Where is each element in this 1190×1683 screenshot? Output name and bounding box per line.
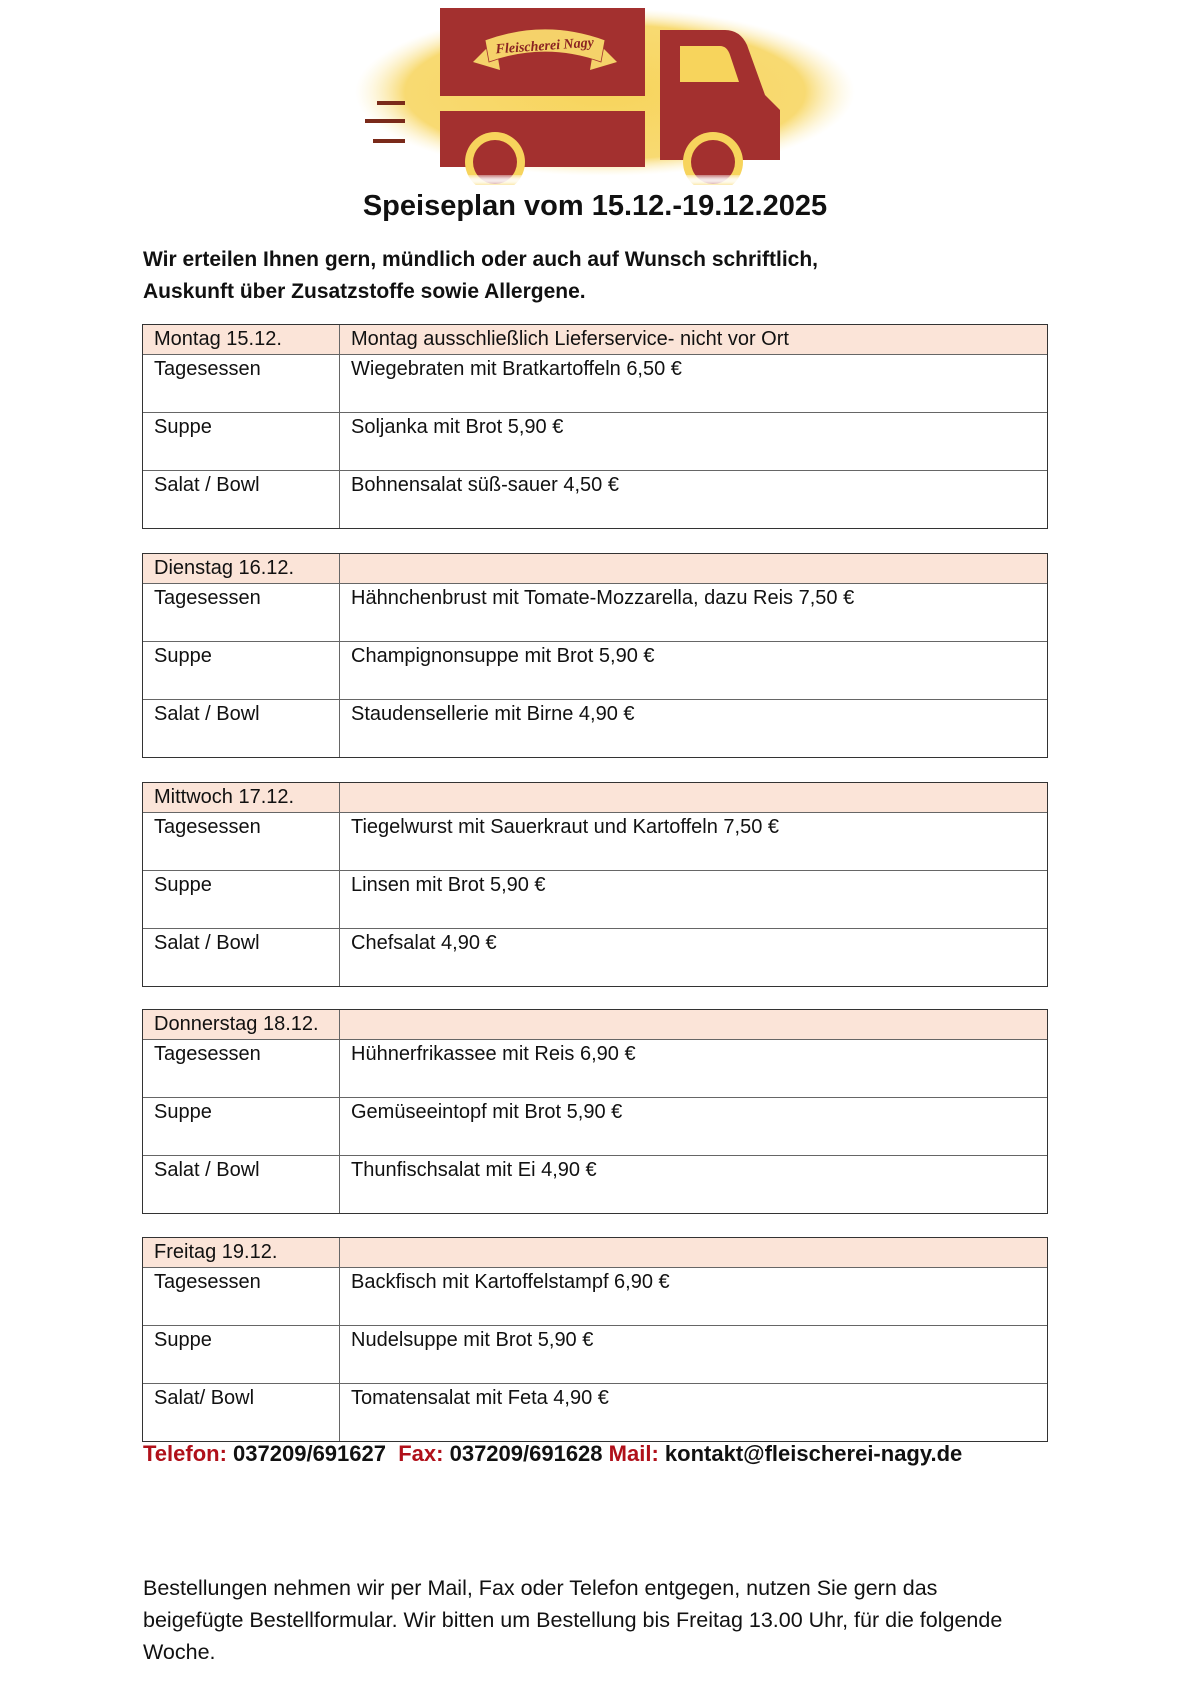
day-label: Dienstag 16.12. bbox=[154, 557, 295, 579]
menu-category: Tagesessen bbox=[154, 587, 261, 609]
menu-dish: Staudensellerie mit Birne 4,90 € bbox=[351, 703, 635, 725]
menu-row bbox=[143, 928, 1047, 986]
menu-category: Suppe bbox=[154, 874, 212, 896]
day-table-thursday bbox=[142, 1009, 1048, 1214]
phone-number: 037209/691627 bbox=[233, 1441, 386, 1466]
day-header-row bbox=[143, 325, 1047, 354]
menu-category: Salat / Bowl bbox=[154, 932, 260, 954]
menu-category: Tagesessen bbox=[154, 816, 261, 838]
menu-category: Salat / Bowl bbox=[154, 1159, 260, 1181]
order-note-line-3: Woche. bbox=[143, 1640, 216, 1664]
day-table-tuesday bbox=[142, 553, 1048, 758]
menu-row bbox=[143, 1325, 1047, 1383]
menu-category: Suppe bbox=[154, 645, 212, 667]
allergen-info-line-1: Wir erteilen Ihnen gern, mündlich oder auch auf Wunsch schriftlich, bbox=[143, 248, 819, 271]
menu-dish: Soljanka mit Brot 5,90 € bbox=[351, 416, 564, 438]
menu-dish: Linsen mit Brot 5,90 € bbox=[351, 874, 546, 896]
menu-row bbox=[143, 812, 1047, 870]
day-label: Mittwoch 17.12. bbox=[154, 786, 295, 808]
menu-dish: Chefsalat 4,90 € bbox=[351, 932, 497, 954]
order-note-line-2: beigefügte Bestellformular. Wir bitten um Bestellung bis Freitag 13.00 Uhr, für die folgende bbox=[143, 1608, 1003, 1632]
day-note: Montag ausschließlich Lieferservice- nicht vor Ort bbox=[351, 328, 789, 350]
menu-dish: Champignonsuppe mit Brot 5,90 € bbox=[351, 645, 655, 667]
menu-row bbox=[143, 1155, 1047, 1213]
menu-dish: Gemüseeintopf mit Brot 5,90 € bbox=[351, 1101, 623, 1123]
day-label: Freitag 19.12. bbox=[154, 1241, 278, 1263]
day-header-row bbox=[143, 783, 1047, 812]
menu-dish: Bohnensalat süß-sauer 4,50 € bbox=[351, 474, 619, 496]
menu-category: Suppe bbox=[154, 416, 212, 438]
menu-row bbox=[143, 354, 1047, 412]
menu-category: Salat / Bowl bbox=[154, 474, 260, 496]
menu-row bbox=[143, 1267, 1047, 1325]
menu-category: Suppe bbox=[154, 1329, 212, 1351]
menu-row bbox=[143, 1097, 1047, 1155]
mail-address[interactable]: kontakt@fleischerei-nagy.de bbox=[664, 1441, 963, 1466]
menu-row bbox=[143, 1039, 1047, 1097]
day-header-row bbox=[143, 1238, 1047, 1267]
day-header-row bbox=[143, 554, 1047, 583]
menu-category: Tagesessen bbox=[154, 1271, 261, 1293]
fleischerei-nagy-logo bbox=[355, 0, 860, 185]
page-title: Speiseplan vom 15.12.-19.12.2025 bbox=[362, 190, 828, 222]
fax-number: 037209/691628 bbox=[449, 1441, 603, 1466]
menu-row bbox=[143, 641, 1047, 699]
day-header-row bbox=[143, 1010, 1047, 1039]
menu-row bbox=[143, 583, 1047, 641]
delivery-truck-icon bbox=[355, 0, 860, 185]
order-note bbox=[143, 1572, 1063, 1668]
menu-row bbox=[143, 470, 1047, 528]
day-table-monday bbox=[142, 324, 1048, 529]
menu-dish: Tomatensalat mit Feta 4,90 € bbox=[351, 1387, 609, 1409]
menu-dish: Tiegelwurst mit Sauerkraut und Kartoffeln 7,50 € bbox=[351, 816, 780, 838]
menu-dish: Wiegebraten mit Bratkartoffeln 6,50 € bbox=[351, 358, 682, 380]
menu-row bbox=[143, 699, 1047, 757]
contact-line bbox=[143, 1441, 962, 1467]
menu-category: Salat / Bowl bbox=[154, 703, 260, 725]
svg-text:Fleischerei Nagy: Fleischerei Nagy bbox=[495, 35, 595, 58]
allergen-info bbox=[143, 244, 818, 308]
menu-dish: Thunfischsalat mit Ei 4,90 € bbox=[351, 1159, 597, 1181]
day-label: Montag 15.12. bbox=[154, 328, 282, 350]
menu-dish: Hähnchenbrust mit Tomate-Mozzarella, dazu Reis 7,50 € bbox=[351, 587, 855, 609]
menu-row bbox=[143, 412, 1047, 470]
day-table-friday bbox=[142, 1237, 1048, 1442]
menu-row bbox=[143, 870, 1047, 928]
menu-category: Tagesessen bbox=[154, 358, 261, 380]
phone-label: Telefon: bbox=[143, 1441, 227, 1466]
menu-dish: Backfisch mit Kartoffelstampf 6,90 € bbox=[351, 1271, 670, 1293]
menu-category: Suppe bbox=[154, 1101, 212, 1123]
mail-label: Mail: bbox=[608, 1441, 659, 1466]
menu-row bbox=[143, 1383, 1047, 1441]
menu-category: Salat/ Bowl bbox=[154, 1387, 255, 1409]
menu-dish: Nudelsuppe mit Brot 5,90 € bbox=[351, 1329, 594, 1351]
day-label: Donnerstag 18.12. bbox=[154, 1013, 319, 1035]
menu-category: Tagesessen bbox=[154, 1043, 261, 1065]
order-note-line-1: Bestellungen nehmen wir per Mail, Fax oder Telefon entgegen, nutzen Sie gern das bbox=[143, 1576, 938, 1600]
fax-label: Fax: bbox=[398, 1441, 444, 1466]
day-table-wednesday bbox=[142, 782, 1048, 987]
allergen-info-line-2: Auskunft über Zusatzstoffe sowie Allergene. bbox=[143, 280, 586, 303]
menu-dish: Hühnerfrikassee mit Reis 6,90 € bbox=[351, 1043, 636, 1065]
